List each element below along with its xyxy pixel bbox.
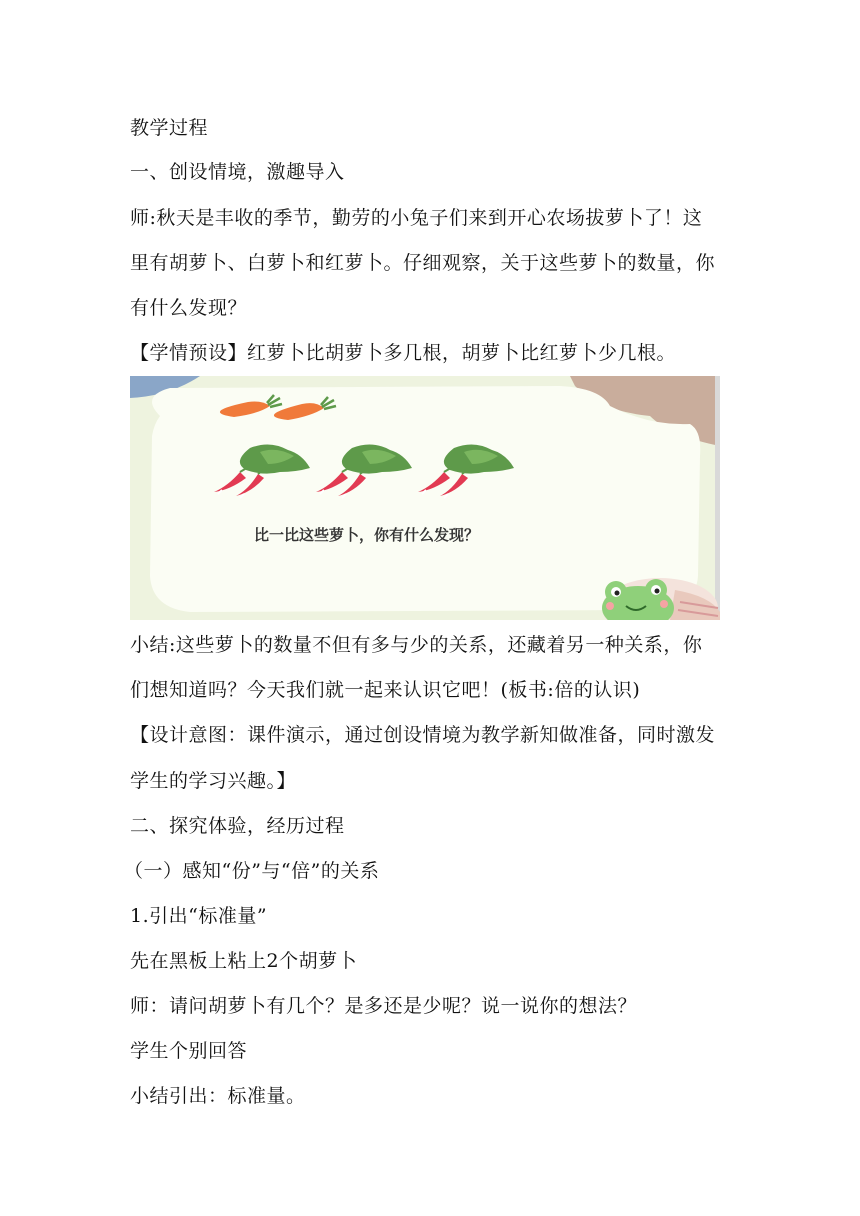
paragraph-line: 【设计意图：课件演示，通过创设情境为教学新知做准备，同时激发 bbox=[130, 724, 716, 746]
paragraph-line: 们想知道吗？今天我们就一起来认识它吧！(板书:倍的认识) bbox=[130, 679, 641, 701]
section-heading: 教学过程 bbox=[130, 117, 209, 139]
subsection-heading: （一）感知“份”与“倍”的关系 bbox=[124, 860, 380, 882]
courseware-illustration bbox=[130, 376, 720, 620]
paragraph-line: 先在黑板上粘上2个胡萝卜 bbox=[130, 950, 358, 972]
subsection-heading: 一、创设情境，激趣导入 bbox=[130, 161, 345, 183]
paragraph-line: 师：请问胡萝卜有几个？是多还是少呢？说一说你的想法？ bbox=[130, 995, 638, 1017]
content-card bbox=[150, 386, 700, 612]
paragraph-line: 有什么发现？ bbox=[130, 297, 248, 319]
paragraph-line: 学生的学习兴趣。】 bbox=[130, 770, 297, 792]
paragraph-line: 学生个别回答 bbox=[130, 1040, 248, 1062]
paragraph-line: 师:秋天是丰收的季节，勤劳的小兔子们来到开心农场拔萝卜了！这 bbox=[130, 207, 703, 229]
step-heading: 1.引出“标准量” bbox=[130, 905, 268, 927]
paragraph-line: 里有胡萝卜、白萝卜和红萝卜。仔细观察，关于这些萝卜的数量，你 bbox=[130, 252, 716, 274]
paragraph-line: 【学情预设】红萝卜比胡萝卜多几根，胡萝卜比红萝卜少几根。 bbox=[130, 342, 677, 364]
paragraph-line: 小结:这些萝卜的数量不但有多与少的关系，还藏着另一种关系，你 bbox=[130, 634, 703, 656]
section-heading: 二、探究体验，经历过程 bbox=[130, 815, 345, 837]
illustration-caption: 比一比这些萝卜，你有什么发现？ bbox=[254, 526, 480, 544]
paragraph-line: 小结引出：标准量。 bbox=[130, 1085, 306, 1107]
